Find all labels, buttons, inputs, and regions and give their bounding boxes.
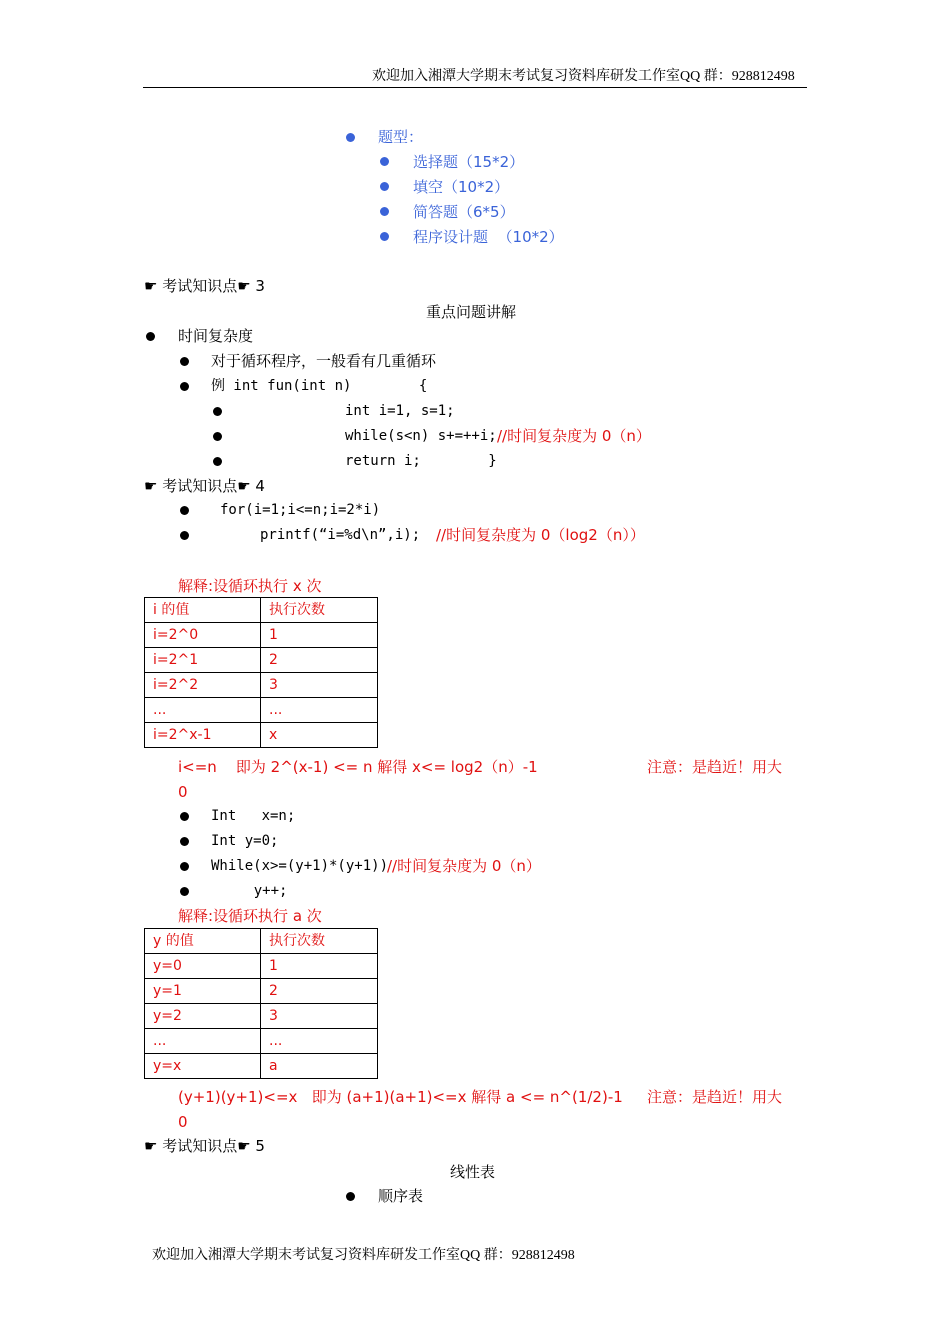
- code-line: y++;: [220, 883, 288, 899]
- table-cell: i=2^0: [145, 623, 261, 648]
- table-cell: 3: [261, 673, 378, 698]
- table-row: [145, 648, 378, 673]
- table-header-cell: 执行次数: [261, 929, 378, 954]
- table-row: [145, 1029, 378, 1054]
- table-cell: 3: [261, 1004, 378, 1029]
- question-type-item: 程序设计题 （10*2）: [413, 228, 564, 246]
- code-line: int i=1, s=1;: [345, 403, 455, 419]
- table-row: [145, 1004, 378, 1029]
- bullet-icon: [346, 1192, 355, 1201]
- table-cell: y=0: [145, 954, 261, 979]
- derivation-line: i<=n 即为 2^(x-1) <= n 解得 x<= log2（n）-1: [178, 758, 538, 776]
- bullet-icon: [380, 182, 389, 191]
- bullet-icon: [380, 207, 389, 216]
- table-header-cell: y 的值: [145, 929, 261, 954]
- table-header-row: [145, 929, 378, 954]
- table-cell: ...: [145, 698, 261, 723]
- table-row: [145, 723, 378, 748]
- note: 注意：是趋近！用大: [647, 1088, 783, 1106]
- section-title: 重点问题讲解: [426, 303, 517, 321]
- code-line: while(s<n) s+=++i;: [345, 428, 497, 444]
- text-line: 对于循环程序，一般看有几重循环: [211, 352, 437, 370]
- table-row: [145, 623, 378, 648]
- table-cell: i=2^x-1: [145, 723, 261, 748]
- table-row: [145, 673, 378, 698]
- iteration-table-i: [144, 597, 378, 748]
- derivation-line: (y+1)(y+1)<=x 即为 (a+1)(a+1)<=x 解得 a <= n^(1/2)-1: [178, 1088, 623, 1106]
- topic-title: 时间复杂度: [178, 327, 254, 345]
- table-cell: i=2^2: [145, 673, 261, 698]
- table-header-row: [145, 598, 378, 623]
- bullet-icon: [380, 157, 389, 166]
- table-cell: y=2: [145, 1004, 261, 1029]
- code-line: While(x>=(y+1)*(y+1)): [211, 858, 389, 874]
- note-continuation: 0: [178, 1113, 188, 1131]
- table-cell: y=1: [145, 979, 261, 1004]
- bullet-icon: [180, 382, 189, 391]
- complexity-comment: //时间复杂度为 0（n）: [497, 427, 651, 445]
- bullet-icon: [146, 332, 155, 341]
- note-continuation: 0: [178, 783, 188, 801]
- knowledge-point-marker: ☛ 考试知识点☛ 4: [144, 477, 265, 495]
- table-cell: ...: [261, 1029, 378, 1054]
- table-cell: 1: [261, 623, 378, 648]
- table-row: [145, 1054, 378, 1079]
- table-cell: y=x: [145, 1054, 261, 1079]
- bullet-icon: [213, 432, 222, 441]
- bullet-icon: [180, 862, 189, 871]
- explanation: 解释:设循环执行 a 次: [178, 907, 322, 925]
- bullet-icon: [180, 887, 189, 896]
- question-type-item: 填空（10*2）: [413, 178, 510, 196]
- bullet-icon: [180, 837, 189, 846]
- table-cell: ...: [261, 698, 378, 723]
- page-footer: 欢迎加入湘潭大学期末考试复习资料库研发工作室QQ 群：928812498: [152, 1248, 575, 1263]
- bullet-icon: [180, 531, 189, 540]
- bullet-icon: [213, 457, 222, 466]
- table-cell: 2: [261, 979, 378, 1004]
- section-title: 线性表: [450, 1163, 496, 1181]
- table-cell: 1: [261, 954, 378, 979]
- note: 注意：是趋近！用大: [647, 758, 783, 776]
- bullet-icon: [380, 232, 389, 241]
- code-line: 例 int fun(int n) {: [211, 378, 428, 394]
- question-types-title: 题型：: [378, 128, 424, 146]
- table-cell: x: [261, 723, 378, 748]
- page-header: 欢迎加入湘潭大学期末考试复习资料库研发工作室QQ 群：928812498: [372, 69, 795, 84]
- code-line: for(i=1;i<=n;i=2*i): [220, 502, 381, 518]
- question-type-item: 简答题（6*5）: [413, 203, 515, 221]
- table-header-cell: 执行次数: [261, 598, 378, 623]
- question-type-item: 选择题（15*2）: [413, 153, 525, 171]
- bullet-icon: [180, 812, 189, 821]
- bullet-icon: [346, 133, 355, 142]
- table-cell: i=2^1: [145, 648, 261, 673]
- knowledge-point-marker: ☛ 考试知识点☛ 5: [144, 1137, 265, 1155]
- knowledge-point-marker: ☛ 考试知识点☛ 3: [144, 277, 265, 295]
- complexity-comment: //时间复杂度为 0（log2（n））: [436, 526, 645, 544]
- complexity-comment: //时间复杂度为 0（n）: [387, 857, 541, 875]
- iteration-table-y: [144, 928, 378, 1079]
- header-rule: [143, 87, 807, 88]
- code-line: return i; }: [345, 453, 497, 469]
- code-line: Int x=n;: [211, 808, 296, 824]
- table-cell: a: [261, 1054, 378, 1079]
- code-line: printf(“i=%d\n”,i);: [260, 527, 421, 543]
- table-cell: ...: [145, 1029, 261, 1054]
- bullet-icon: [180, 357, 189, 366]
- bullet-icon: [213, 407, 222, 416]
- code-line: Int y=0;: [211, 833, 279, 849]
- table-row: [145, 698, 378, 723]
- table-row: [145, 979, 378, 1004]
- list-item: 顺序表: [378, 1187, 424, 1205]
- table-cell: 2: [261, 648, 378, 673]
- explanation: 解释:设循环执行 x 次: [178, 577, 322, 595]
- table-row: [145, 954, 378, 979]
- bullet-icon: [180, 506, 189, 515]
- table-header-cell: i 的值: [145, 598, 261, 623]
